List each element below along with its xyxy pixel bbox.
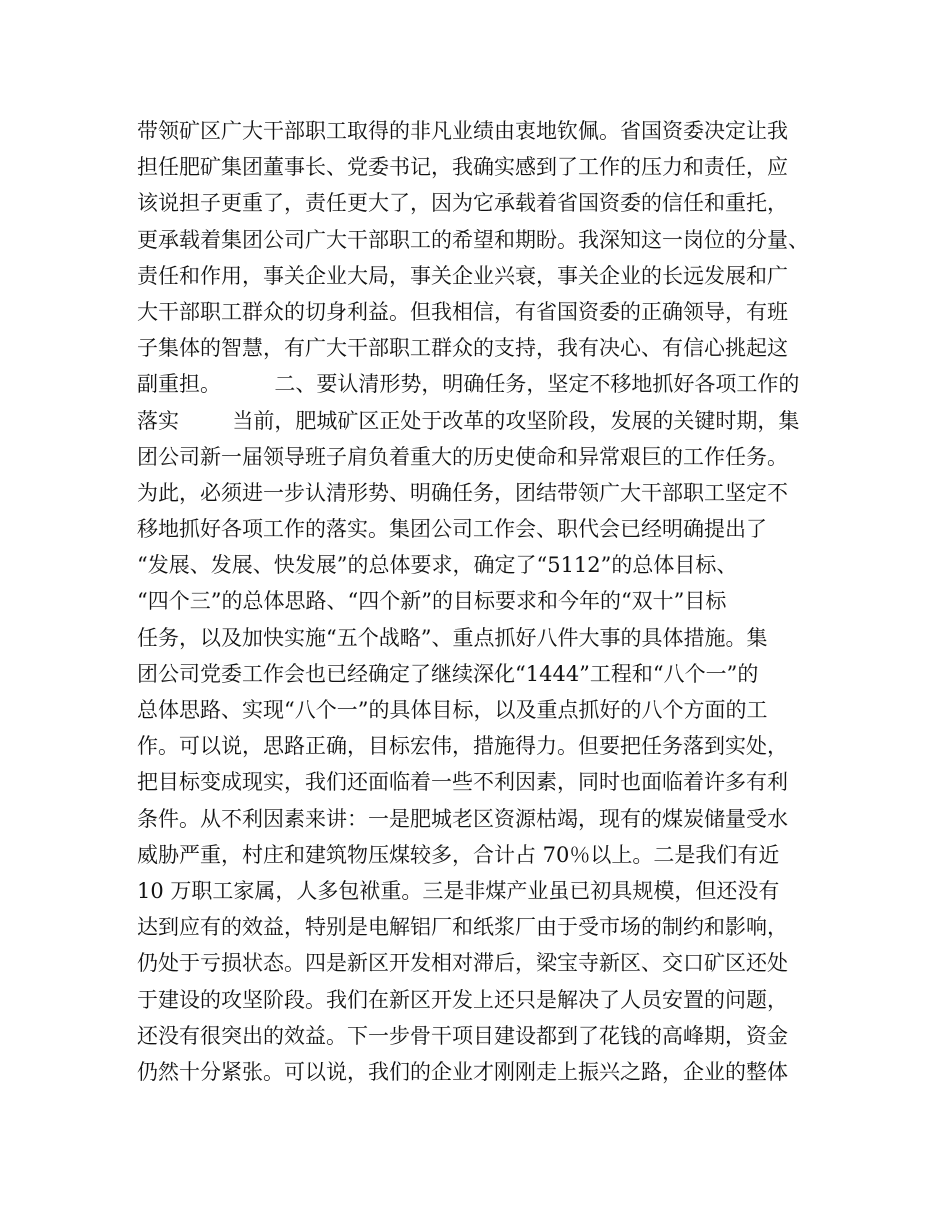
text-line: 子集体的智慧，有广大干部职工群众的支持，我有决心、有信心挑起这 [137,336,788,361]
text-line: 还没有很突出的效益。下一步骨干项目建设都到了花钱的高峰期，资金 [137,1023,788,1048]
text-line: 把目标变成现实，我们还面临着一些不利因素，同时也面临着许多有利 [137,770,788,795]
text-line: 团公司新一届领导班子肩负着重大的历史使命和异常艰巨的工作任务。 [137,444,788,469]
text-line: 为此，必须进一步认清形势、明确任务，团结带领广大干部职工坚定不 [137,480,788,505]
text-line: “发展、发展、快发展”的总体要求，确定了“5112”的总体目标、 [137,553,738,578]
body-text [137,113,837,1090]
text-line: 责任和作用，事关企业大局，事关企业兴衰，事关企业的长远发展和广 [137,263,788,288]
text-line: 带领矿区广大干部职工取得的非凡业绩由衷地钦佩。省国资委决定让我 [137,119,788,143]
text-line: “四个三”的总体思路、“四个新”的目标要求和今年的“双十”目标 [137,589,727,614]
text-line: 移地抓好各项工作的落实。集团公司工作会、职代会已经明确提出了 [137,517,767,542]
text-line: 大干部职工群众的切身利益。但我相信，有省国资委的正确领导，有班 [137,299,788,324]
text-line: 10 万职工家属，人多包袱重。三是非煤产业虽已初具规模，但还没有 [137,878,780,903]
text-line: 任务，以及加快实施“五个战略”、重点抓好八件大事的具体措施。集 [137,625,768,650]
text-line: 总体思路、实现“八个一”的具体目标，以及重点抓好的八个方面的工 [137,698,768,722]
text-line: 仍然十分紧张。可以说，我们的企业才刚刚走上振兴之路，企业的整体 [137,1059,788,1084]
text-line: 条件。从不利因素来讲：一是肥城老区资源枯竭，现有的煤炭储量受水 [137,806,788,831]
text-line: 更承载着集团公司广大干部职工的希望和期盼。我深知这一岗位的分量、 [137,227,809,252]
text-line: 团公司党委工作会也已经确定了继续深化“1444”工程和“八个一”的 [137,661,759,686]
text-line: 达到应有的效益，特别是电解铝厂和纸浆厂由于受市场的制约和影响， [137,915,788,940]
text-line: 作。可以说，思路正确，目标宏伟，措施得力。但要把任务落到实处， [137,734,788,759]
text-line: 于建设的攻坚阶段。我们在新区开发上还只是解决了人员安置的问题， [137,987,788,1012]
text-line: 担任肥矿集团董事长、党委书记，我确实感到了工作的压力和责任，应 [137,155,788,180]
text-line: 副重担。 二、要认清形势，明确任务，坚定不移地抓好各项工作的 [137,372,800,397]
text-line: 该说担子更重了，责任更大了，因为它承载着省国资委的信任和重托， [137,191,788,216]
text-line: 威胁严重，村庄和建筑物压煤较多，合计占 70％以上。二是我们有近 [137,842,780,867]
text-line: 仍处于亏损状态。四是新区开发相对滞后，梁宝寺新区、交口矿区还处 [137,951,788,976]
text-line: 落实 当前，肥城矿区正处于改革的攻坚阶段，发展的关键时期，集 [137,408,800,433]
